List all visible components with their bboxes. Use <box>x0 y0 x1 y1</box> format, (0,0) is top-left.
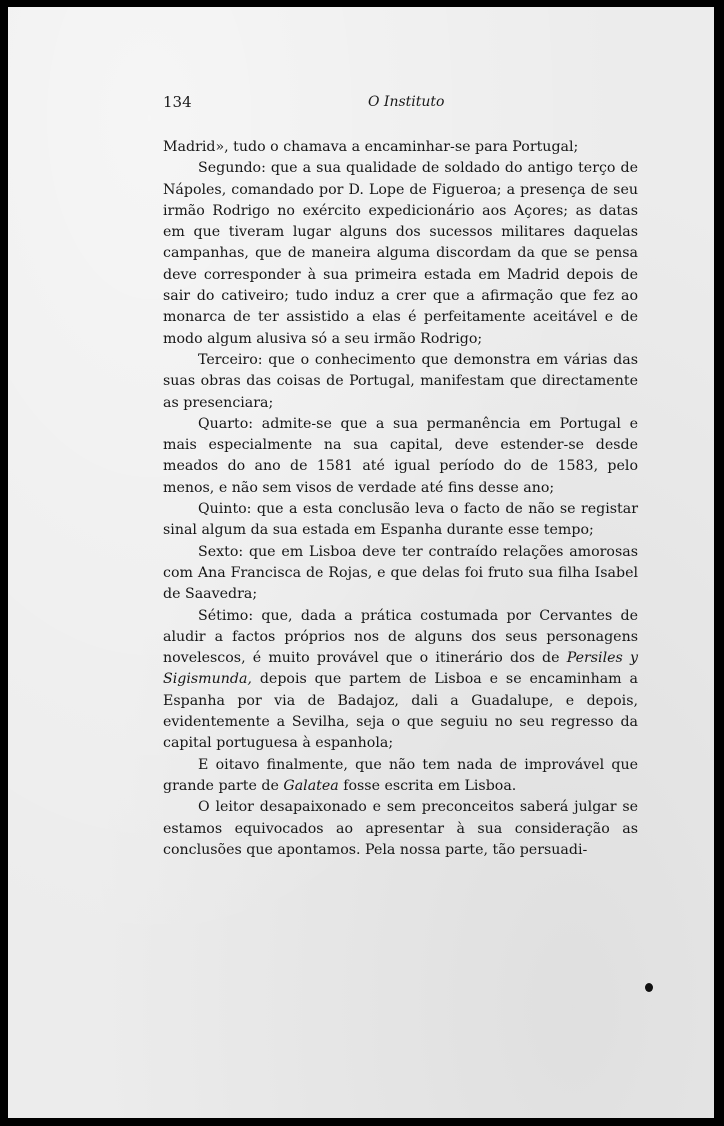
paragraph-setimo-text-a: Sétimo: que, dada a prática costumada por Cervantes de aludir a factos próprios nos de alguns dos seus personagens novelescos, é muito provável que o itinerário dos de <box>163 607 638 667</box>
paragraph-oitavo-text-b: fosse escrita em Lisboa. <box>338 777 517 794</box>
paragraph-quarto: Quarto: admite-se que a sua permanência em Portugal e mais especialmente na sua capital, deve estender-se desde meados do ano de 1581 até igual período do de 1583, pelo menos, e não sem visos de verdade até fins desse ano; <box>163 415 638 496</box>
paragraph-oitavo <box>163 755 638 798</box>
book-title-galatea: Galatea <box>283 777 339 794</box>
document-page <box>8 7 714 1118</box>
book-title-persiles: Persiles y Sigismunda, <box>163 650 638 688</box>
paragraph-leitor: O leitor desapaixonado e sem preconceitos saberá julgar se estamos equivocados ao apresentar à sua consideração as conclusões que apontamos. Pela nossa parte, tão persuadi- <box>163 799 638 858</box>
body-text <box>163 137 638 861</box>
paragraph-terceiro: Terceiro: que o conhecimento que demonstra em várias das suas obras das coisas de Portugal, manifestam que directamente as presenciara; <box>163 351 638 411</box>
page-number: 134 <box>163 93 192 111</box>
paragraph-setimo <box>163 606 638 755</box>
paragraph-setimo-text-b: depois que partem de Lisboa e se encaminham a Espanha por via de Badajoz, dali a Guadalupe, e depois, evidentemente a Sevilha, seja o que seguiu no seu regresso da capital portuguesa à espanhola; <box>163 671 638 752</box>
running-title: O Instituto <box>368 94 445 110</box>
paragraph-1: Madrid», tudo o chamava a encaminhar-se para Portugal; <box>163 139 579 155</box>
paragraph-sexto: Sexto: que em Lisboa deve ter contraído relações amorosas com Ana Francisca de Rojas, e que delas foi fruto sua filha Isabel de Saavedra; <box>163 543 638 603</box>
paragraph-segundo: Segundo: que a sua qualidade de soldado do antigo terço de Nápoles, comandado por D. Lope de Figueroa; a presença de seu irmão Rodrigo no exército expedicionário aos Açores; as datas em que tiveram lugar alguns dos sucessos militares daquelas campanhas, que de maneira alguma discordam da que se pensa deve corresponder à sua primeira estada em Madrid depois de sair do cativeiro; tudo induz a crer que a afirmação que fez ao monarca de ter assistido a elas é perfeitamente aceitável e de modo algum alusiva só a seu irmão Rodrigo; <box>163 160 638 347</box>
paragraph-oitavo-text-a: E oitavo finalmente, que não tem nada de improvável que grande parte de <box>163 756 638 794</box>
ink-speck <box>645 983 653 992</box>
paragraph-quinto: Quinto: que a esta conclusão leva o facto de não se registar sinal algum da sua estada em Espanha durante esse tempo; <box>163 501 638 539</box>
page-header <box>163 93 643 115</box>
